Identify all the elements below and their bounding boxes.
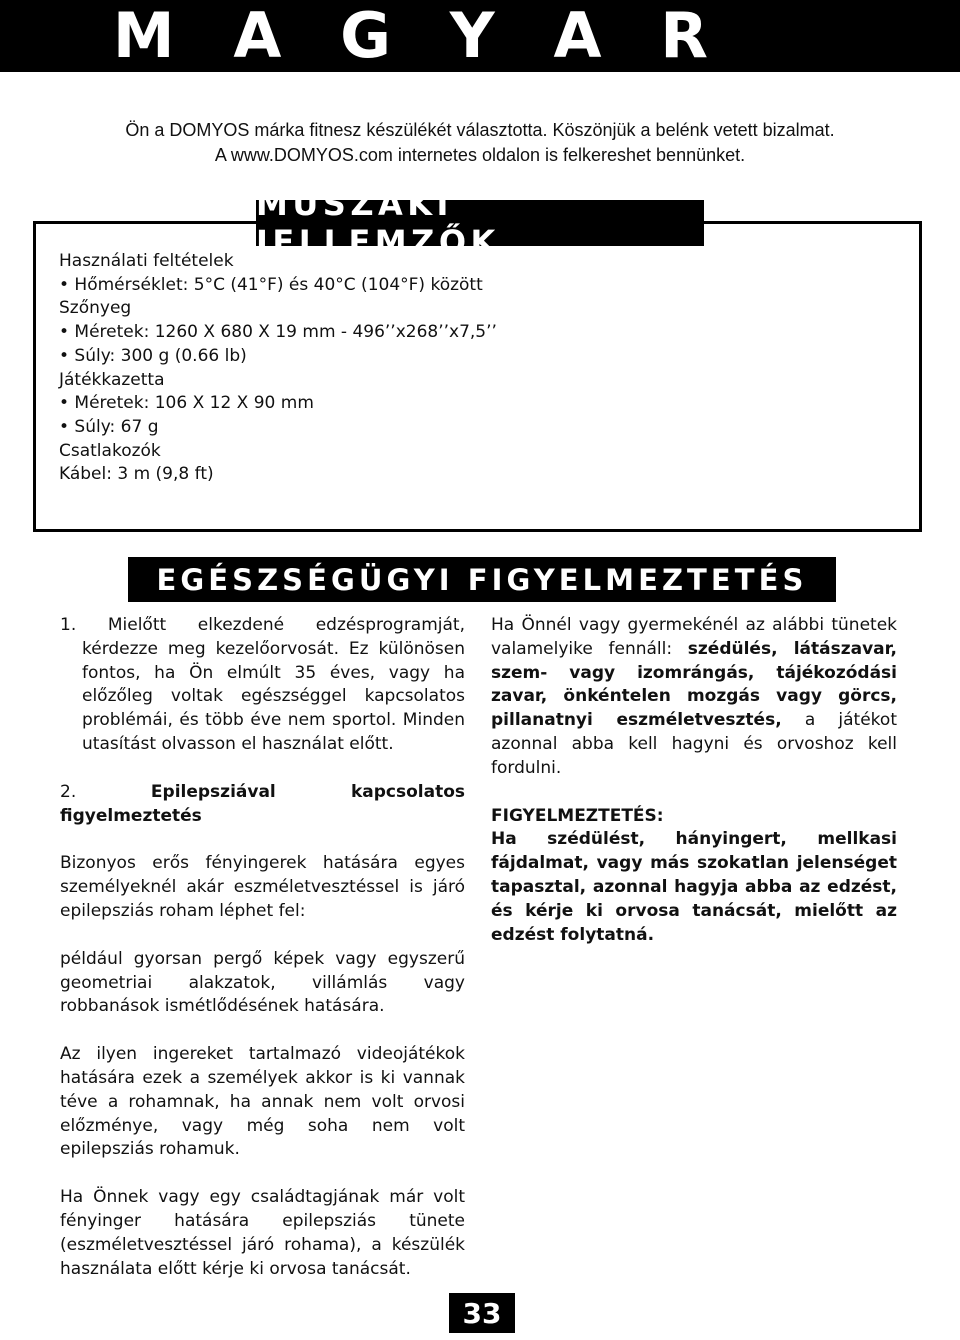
epilepsy-paragraph-3: Az ilyen ingereket tartalmazó videojátékok hatására ezek a személyek akkor is ki vannak téve a rohamnak, ha annak nem volt orvosi előzménye, vagy még soha nem volt epilepsziás rohamuk. <box>60 1044 465 1160</box>
symptoms-paragraph <box>491 614 897 781</box>
health-warning-title: EGÉSZSÉGÜGYI FIGYELMEZTETÉS <box>128 557 836 602</box>
symptoms-intro: Ha Önnél vagy gyermekénél az alábbi tünetek valamelyike fennáll: <box>491 615 897 659</box>
spec-item: • Méretek: 1260 X 680 X 19 mm - 496’’x268’’x7,5’’ <box>59 322 497 343</box>
spec-item: • Súly: 67 g <box>59 416 159 437</box>
spec-item: Kábel: 3 m (9,8 ft) <box>59 464 214 485</box>
intro-text <box>40 118 920 168</box>
health-item-2-heading <box>60 781 465 829</box>
epilepsy-paragraph-4: Ha Önnek vagy egy családtagjának már volt fényinger hatására epilepsziás tünete (eszméletvesztéssel járó rohama), a készülék használata előtt kérje ki orvosa tanácsát. <box>60 1187 465 1279</box>
language-header <box>0 0 960 72</box>
spec-item: • Súly: 300 g (0.66 lb) <box>59 345 247 366</box>
spec-item: • Méretek: 106 X 12 X 90 mm <box>59 393 314 414</box>
spec-item: Csatlakozók <box>59 440 161 461</box>
symptoms-outro: a játékot azonnal abba kell hagyni és orvoshoz kell fordulni. <box>491 710 897 778</box>
page-number: 33 <box>449 1293 515 1333</box>
epilepsy-heading: Epilepsziával kapcsolatos figyelmeztetés <box>60 781 465 826</box>
intro-line-1: Ön a DOMYOS márka fitnesz készülékét választotta. Köszönjük a belénk vetett bizalmat. <box>125 120 835 140</box>
spec-item: Játékkazetta <box>59 369 165 390</box>
health-item-1: 1. Mielőtt elkezdené edzésprogramját, kérdezze meg kezelőorvosát. Ez különösen fontos, ha Ön elmúlt 35 éves, vagy ha előzőleg voltak egészséggel kapcsolatos problémái, és több éve nem sportol. Minden utasítást olvasson el használat előtt. <box>60 615 465 754</box>
warning-text: Ha szédülést, hányingert, mellkasi fájdalmat, vagy más szokatlan jelenséget tapasztal, azonnal hagyja abba az edzést, és kérje ki orvosa tanácsát, mielőtt az edzést folytatná. <box>491 829 897 945</box>
warning-title: FIGYELMEZTETÉS: <box>491 805 664 826</box>
language-title: M A G Y A R <box>112 0 727 72</box>
spec-item: • Hőmérséklet: 5°C (41°F) és 40°C (104°F) között <box>59 274 483 295</box>
spec-item: Szőnyeg <box>59 298 132 319</box>
specifications-title: MŰSZAKI JELLEMZŐK <box>256 200 704 246</box>
intro-line-2: A www.DOMYOS.com internetes oldalon is felkereshet bennünket. <box>214 145 746 165</box>
health-left-column <box>60 614 465 1281</box>
specifications-list <box>59 250 619 487</box>
symptoms-list: szédülés, látászavar, szem- vagy izomrángás, tájékozódási zavar, önkéntelen mozgás vagy görcs, pillanatnyi eszméletvesztés, <box>491 638 897 731</box>
epilepsy-paragraph-1: Bizonyos erős fényingerek hatására egyes személyeknél akár eszméletvesztéssel is járó epilepsziás roham léphet fel: <box>60 853 465 921</box>
item-2-number: 2. <box>60 781 77 802</box>
epilepsy-paragraph-2: például gyorsan pergő képek vagy egyszerű geometriai alakzatok, villámlás vagy robbanások ismétlődésének hatására. <box>60 948 465 1017</box>
spec-item: Használati feltételek <box>59 251 234 271</box>
health-right-column <box>491 614 897 947</box>
